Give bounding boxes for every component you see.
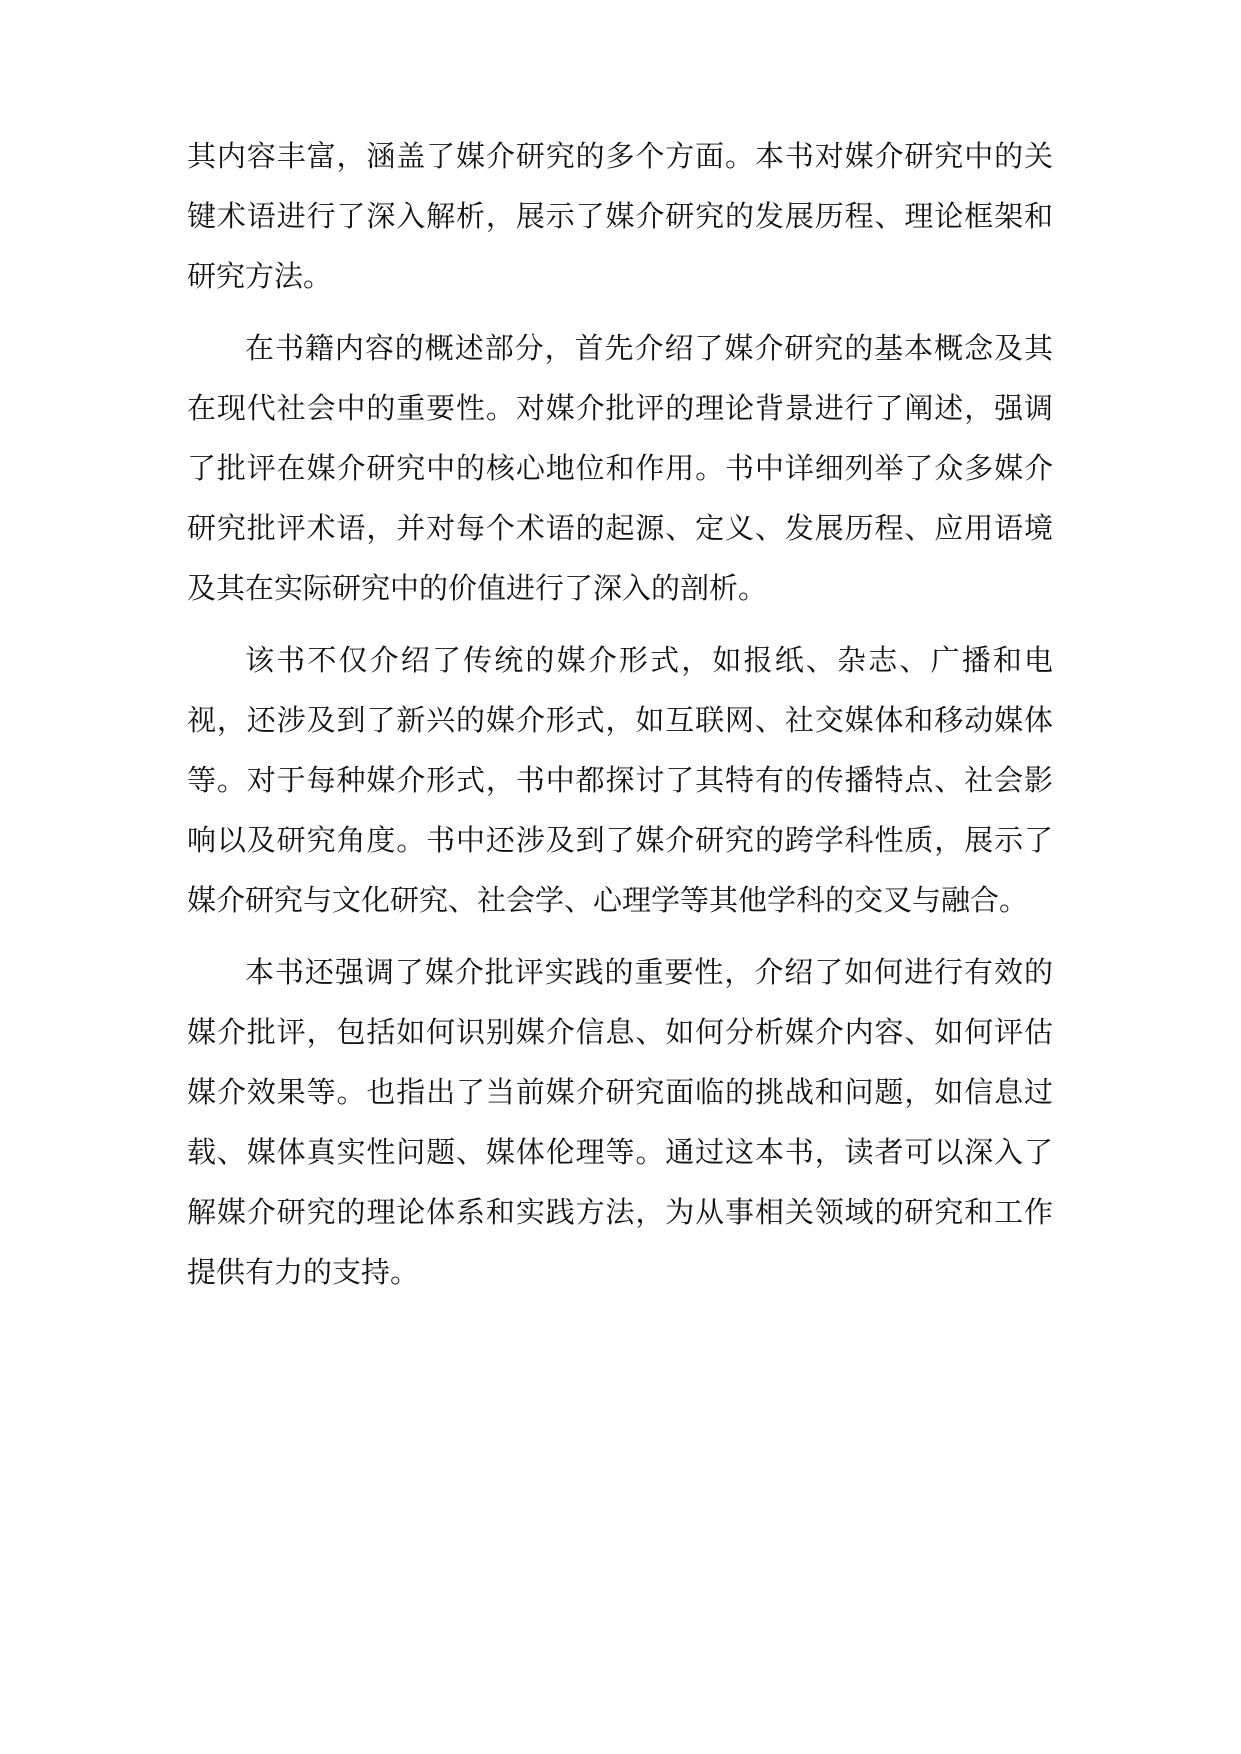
paragraph-continuation: 其内容丰富，涵盖了媒介研究的多个方面。本书对媒介研究中的关键术语进行了深入解析，展示了媒介研究的发展历程、理论框架和研究方法。: [187, 139, 1053, 293]
paragraph-overview: 在书籍内容的概述部分，首先介绍了媒介研究的基本概念及其在现代社会中的重要性。对媒介批评的理论背景进行了阐述，强调了批评在媒介研究中的核心地位和作用。书中详细列举了众多媒介研究批评术语，并对每个术语的起源、定义、发展历程、应用语境及其在实际研究中的价值进行了深入的剖析。: [187, 331, 1053, 605]
paragraph-media-forms: 该书不仅介绍了传统的媒介形式，如报纸、杂志、广播和电视，还涉及到了新兴的媒介形式，如互联网、社交媒体和移动媒体等。对于每种媒介形式，书中都探讨了其特有的传播特点、社会影响以及研究角度。书中还涉及到了媒介研究的跨学科性质，展示了媒介研究与文化研究、社会学、心理学等其他学科的交叉与融合。: [187, 643, 1053, 917]
paragraph-criticism-practice: 本书还强调了媒介批评实践的重要性，介绍了如何进行有效的媒介批评，包括如何识别媒介信息、如何分析媒介内容、如何评估媒介效果等。也指出了当前媒介研究面临的挑战和问题，如信息过载、媒体真实性问题、媒体伦理等。通过这本书，读者可以深入了解媒介研究的理论体系和实践方法，为从事相关领域的研究和工作提供有力的支持。: [187, 955, 1053, 1289]
document-page: [187, 126, 1053, 1314]
